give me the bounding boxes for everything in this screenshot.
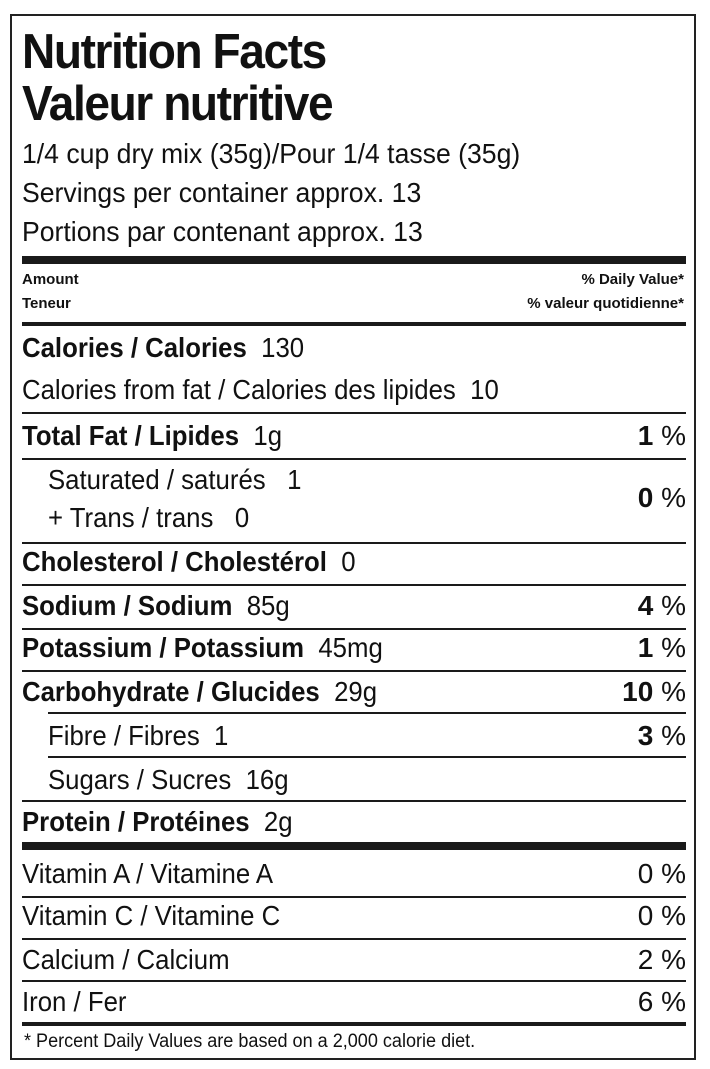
row-divider xyxy=(48,712,686,714)
row-divider xyxy=(22,980,686,982)
servings-english: Servings per container approx. 13 xyxy=(22,177,422,208)
thick-divider xyxy=(22,256,686,264)
header-divider xyxy=(22,322,686,326)
daily-value-header-fr: % valeur quotidienne* xyxy=(527,295,684,312)
row-divider xyxy=(22,670,686,672)
total-fat-value: 1g xyxy=(253,420,283,451)
nutrition-facts-panel xyxy=(10,14,696,1060)
sodium-value: 85g xyxy=(246,590,290,621)
row-divider xyxy=(22,458,686,460)
iron-dv: 6 % xyxy=(637,986,686,1017)
calories-fat-value: 10 xyxy=(470,374,499,405)
trans-value: 0 xyxy=(234,502,250,533)
vitamin-c-dv: 0 % xyxy=(637,900,686,931)
carbohydrate-value: 29g xyxy=(334,676,378,707)
potassium-value: 45mg xyxy=(318,632,383,663)
iron-label: Iron / Fer xyxy=(22,986,127,1017)
footnote: * Percent Daily Values are based on a 2,000 calorie diet. xyxy=(24,1031,476,1052)
amount-header-en: Amount xyxy=(22,271,79,288)
row-divider xyxy=(22,584,686,586)
carbohydrate-dv: 10 xyxy=(622,676,654,707)
row-divider xyxy=(22,628,686,630)
protein-value: 2g xyxy=(263,806,293,837)
row-divider xyxy=(22,800,686,802)
row-divider xyxy=(22,896,686,898)
title-english: Nutrition Facts xyxy=(22,25,326,79)
vitamin-a-dv: 0 % xyxy=(637,858,686,889)
vitamin-a-label: Vitamin A / Vitamine A xyxy=(22,858,274,889)
row-divider xyxy=(22,938,686,940)
carbohydrate-label: Carbohydrate / Glucides xyxy=(22,676,320,707)
total-fat-dv-unit: % xyxy=(661,420,686,451)
sodium-dv: 4 xyxy=(637,590,654,621)
calcium-dv: 2 % xyxy=(637,944,686,975)
vitamin-c-label: Vitamin C / Vitamine C xyxy=(22,900,281,931)
sugars-value: 16g xyxy=(245,764,289,795)
row-divider xyxy=(22,412,686,414)
cholesterol-label: Cholesterol / Cholestérol xyxy=(22,546,327,577)
fibre-value: 1 xyxy=(214,720,229,751)
calories-value: 130 xyxy=(261,332,305,363)
serving-size: 1/4 cup dry mix (35g)/Pour 1/4 tasse (35g) xyxy=(22,138,521,169)
fibre-dv: 3 xyxy=(637,720,654,751)
sodium-dv-unit: % xyxy=(661,590,686,621)
servings-french: Portions par contenant approx. 13 xyxy=(22,216,423,247)
saturated-value: 1 xyxy=(287,464,302,495)
title-french: Valeur nutritive xyxy=(22,77,333,131)
row-divider xyxy=(48,756,686,758)
potassium-dv: 1 xyxy=(637,632,654,663)
sat-trans-dv: 0 xyxy=(637,482,654,513)
protein-label: Protein / Protéines xyxy=(22,806,250,837)
row-divider xyxy=(22,542,686,544)
fibre-label: Fibre / Fibres xyxy=(48,720,200,751)
sugars-label: Sugars / Sucres xyxy=(48,764,232,795)
calories-label: Calories / Calories xyxy=(22,332,247,363)
trans-label: + Trans / trans xyxy=(48,502,214,533)
sat-trans-dv-unit: % xyxy=(661,482,686,513)
sodium-label: Sodium / Sodium xyxy=(22,590,233,621)
carbohydrate-dv-unit: % xyxy=(661,676,686,707)
daily-value-header-en: % Daily Value* xyxy=(581,271,684,288)
total-fat-label: Total Fat / Lipides xyxy=(22,420,240,451)
calcium-label: Calcium / Calcium xyxy=(22,944,230,975)
thick-divider xyxy=(22,842,686,850)
total-fat-dv: 1 xyxy=(637,420,654,451)
potassium-dv-unit: % xyxy=(661,632,686,663)
saturated-label: Saturated / saturés xyxy=(48,464,266,495)
fibre-dv-unit: % xyxy=(661,720,686,751)
calories-fat-label: Calories from fat / Calories des lipides xyxy=(22,374,456,405)
potassium-label: Potassium / Potassium xyxy=(22,632,305,663)
amount-header-fr: Teneur xyxy=(22,295,71,312)
cholesterol-value: 0 xyxy=(341,546,356,577)
footnote-divider xyxy=(22,1022,686,1026)
